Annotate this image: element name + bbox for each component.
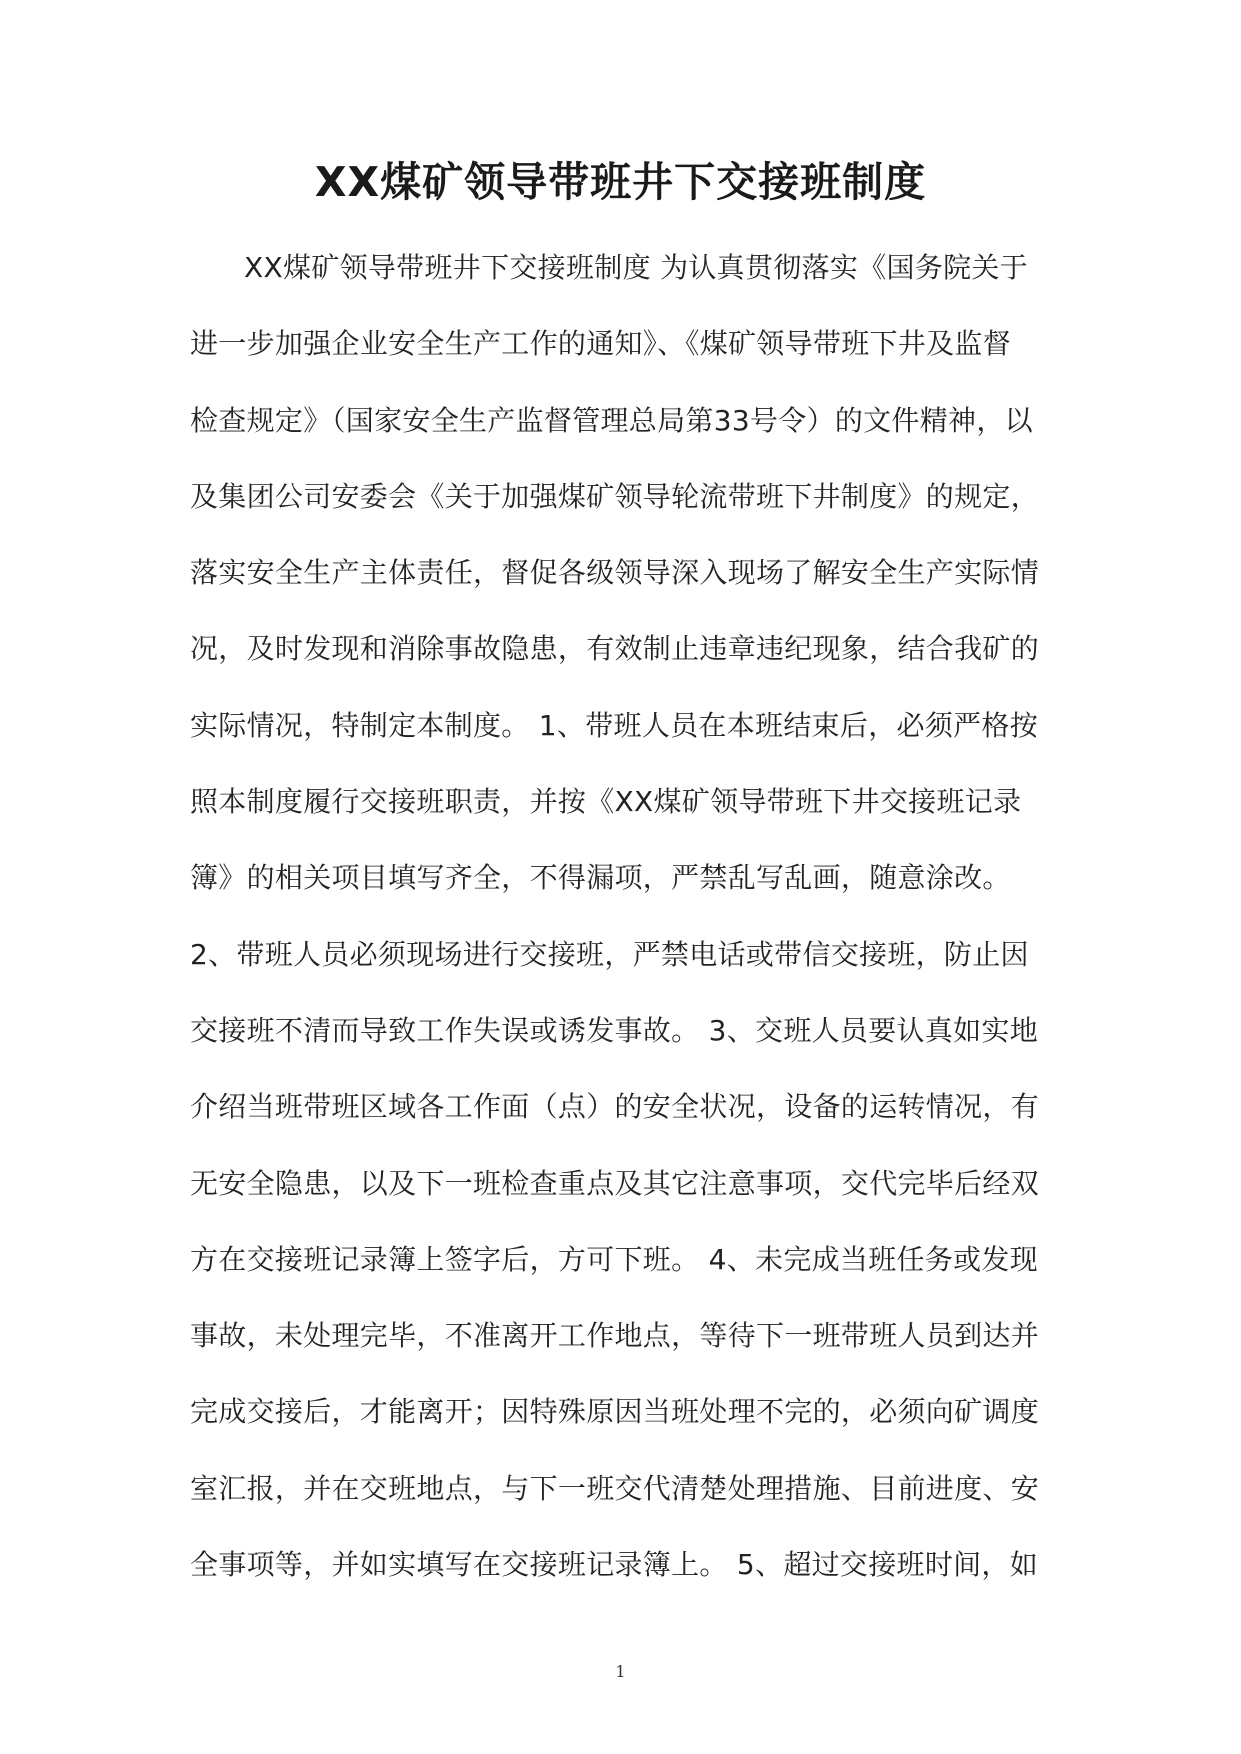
body-line: 室汇报，并在交班地点，与下一班交代清楚处理措施、目前进度、安 [190, 1471, 1040, 1505]
body-line: 方在交接班记录簿上签字后，方可下班。 4、未完成当班任务或发现 [190, 1242, 1039, 1276]
body-line: 检查规定》（国家安全生产监督管理总局第33号令）的文件精神，以 [190, 403, 1033, 437]
body-line: 介绍当班带班区域各工作面（点）的安全状况，设备的运转情况，有 [190, 1090, 1040, 1124]
body-line: 完成交接后，才能离开；因特殊原因当班处理不完的，必须向矿调度 [190, 1395, 1040, 1429]
body-line: XX煤矿领导带班井下交接班制度 为认真贯彻落实《国务院关于 [244, 251, 1028, 284]
body-line: 全事项等，并如实填写在交接班记录簿上。 5、超过交接班时间，如 [190, 1548, 1039, 1582]
body-line: 及集团公司安委会《关于加强煤矿领导轮流带班下井制度》的规定， [190, 479, 1040, 513]
body-line: 实际情况，特制定本制度。 1、带班人员在本班结束后，必须严格按 [190, 708, 1039, 742]
body-line: 况，及时发现和消除事故隐患，有效制止违章违纪现象，结合我矿的 [190, 632, 1040, 666]
body-line: 2、带班人员必须现场进行交接班，严禁电话或带信交接班，防止因 [190, 937, 1029, 971]
body-line: 进一步加强企业安全生产工作的通知》、《煤矿领导带班下井及监督 [190, 327, 1012, 361]
body-line: 照本制度履行交接班职责，并按《XX煤矿领导带班下井交接班记录 [190, 785, 1022, 819]
body-line: 无安全隐患，以及下一班检查重点及其它注意事项，交代完毕后经双 [190, 1166, 1040, 1200]
body-line: 簿》的相关项目填写齐全，不得漏项，严禁乱写乱画，随意涂改。 [190, 861, 1011, 895]
body-line: 事故，未处理完毕，不准离开工作地点，等待下一班带班人员到达并 [190, 1319, 1040, 1353]
document-body [190, 230, 1050, 1603]
body-line: 落实安全生产主体责任，督促各级领导深入现场了解安全生产实际情 [190, 556, 1040, 590]
body-line: 交接班不清而导致工作失误或诱发事故。 3、交班人员要认真如实地 [190, 1013, 1039, 1047]
page-number: 1 [615, 1662, 626, 1681]
document-title: XX煤矿领导带班井下交接班制度 [314, 158, 927, 206]
